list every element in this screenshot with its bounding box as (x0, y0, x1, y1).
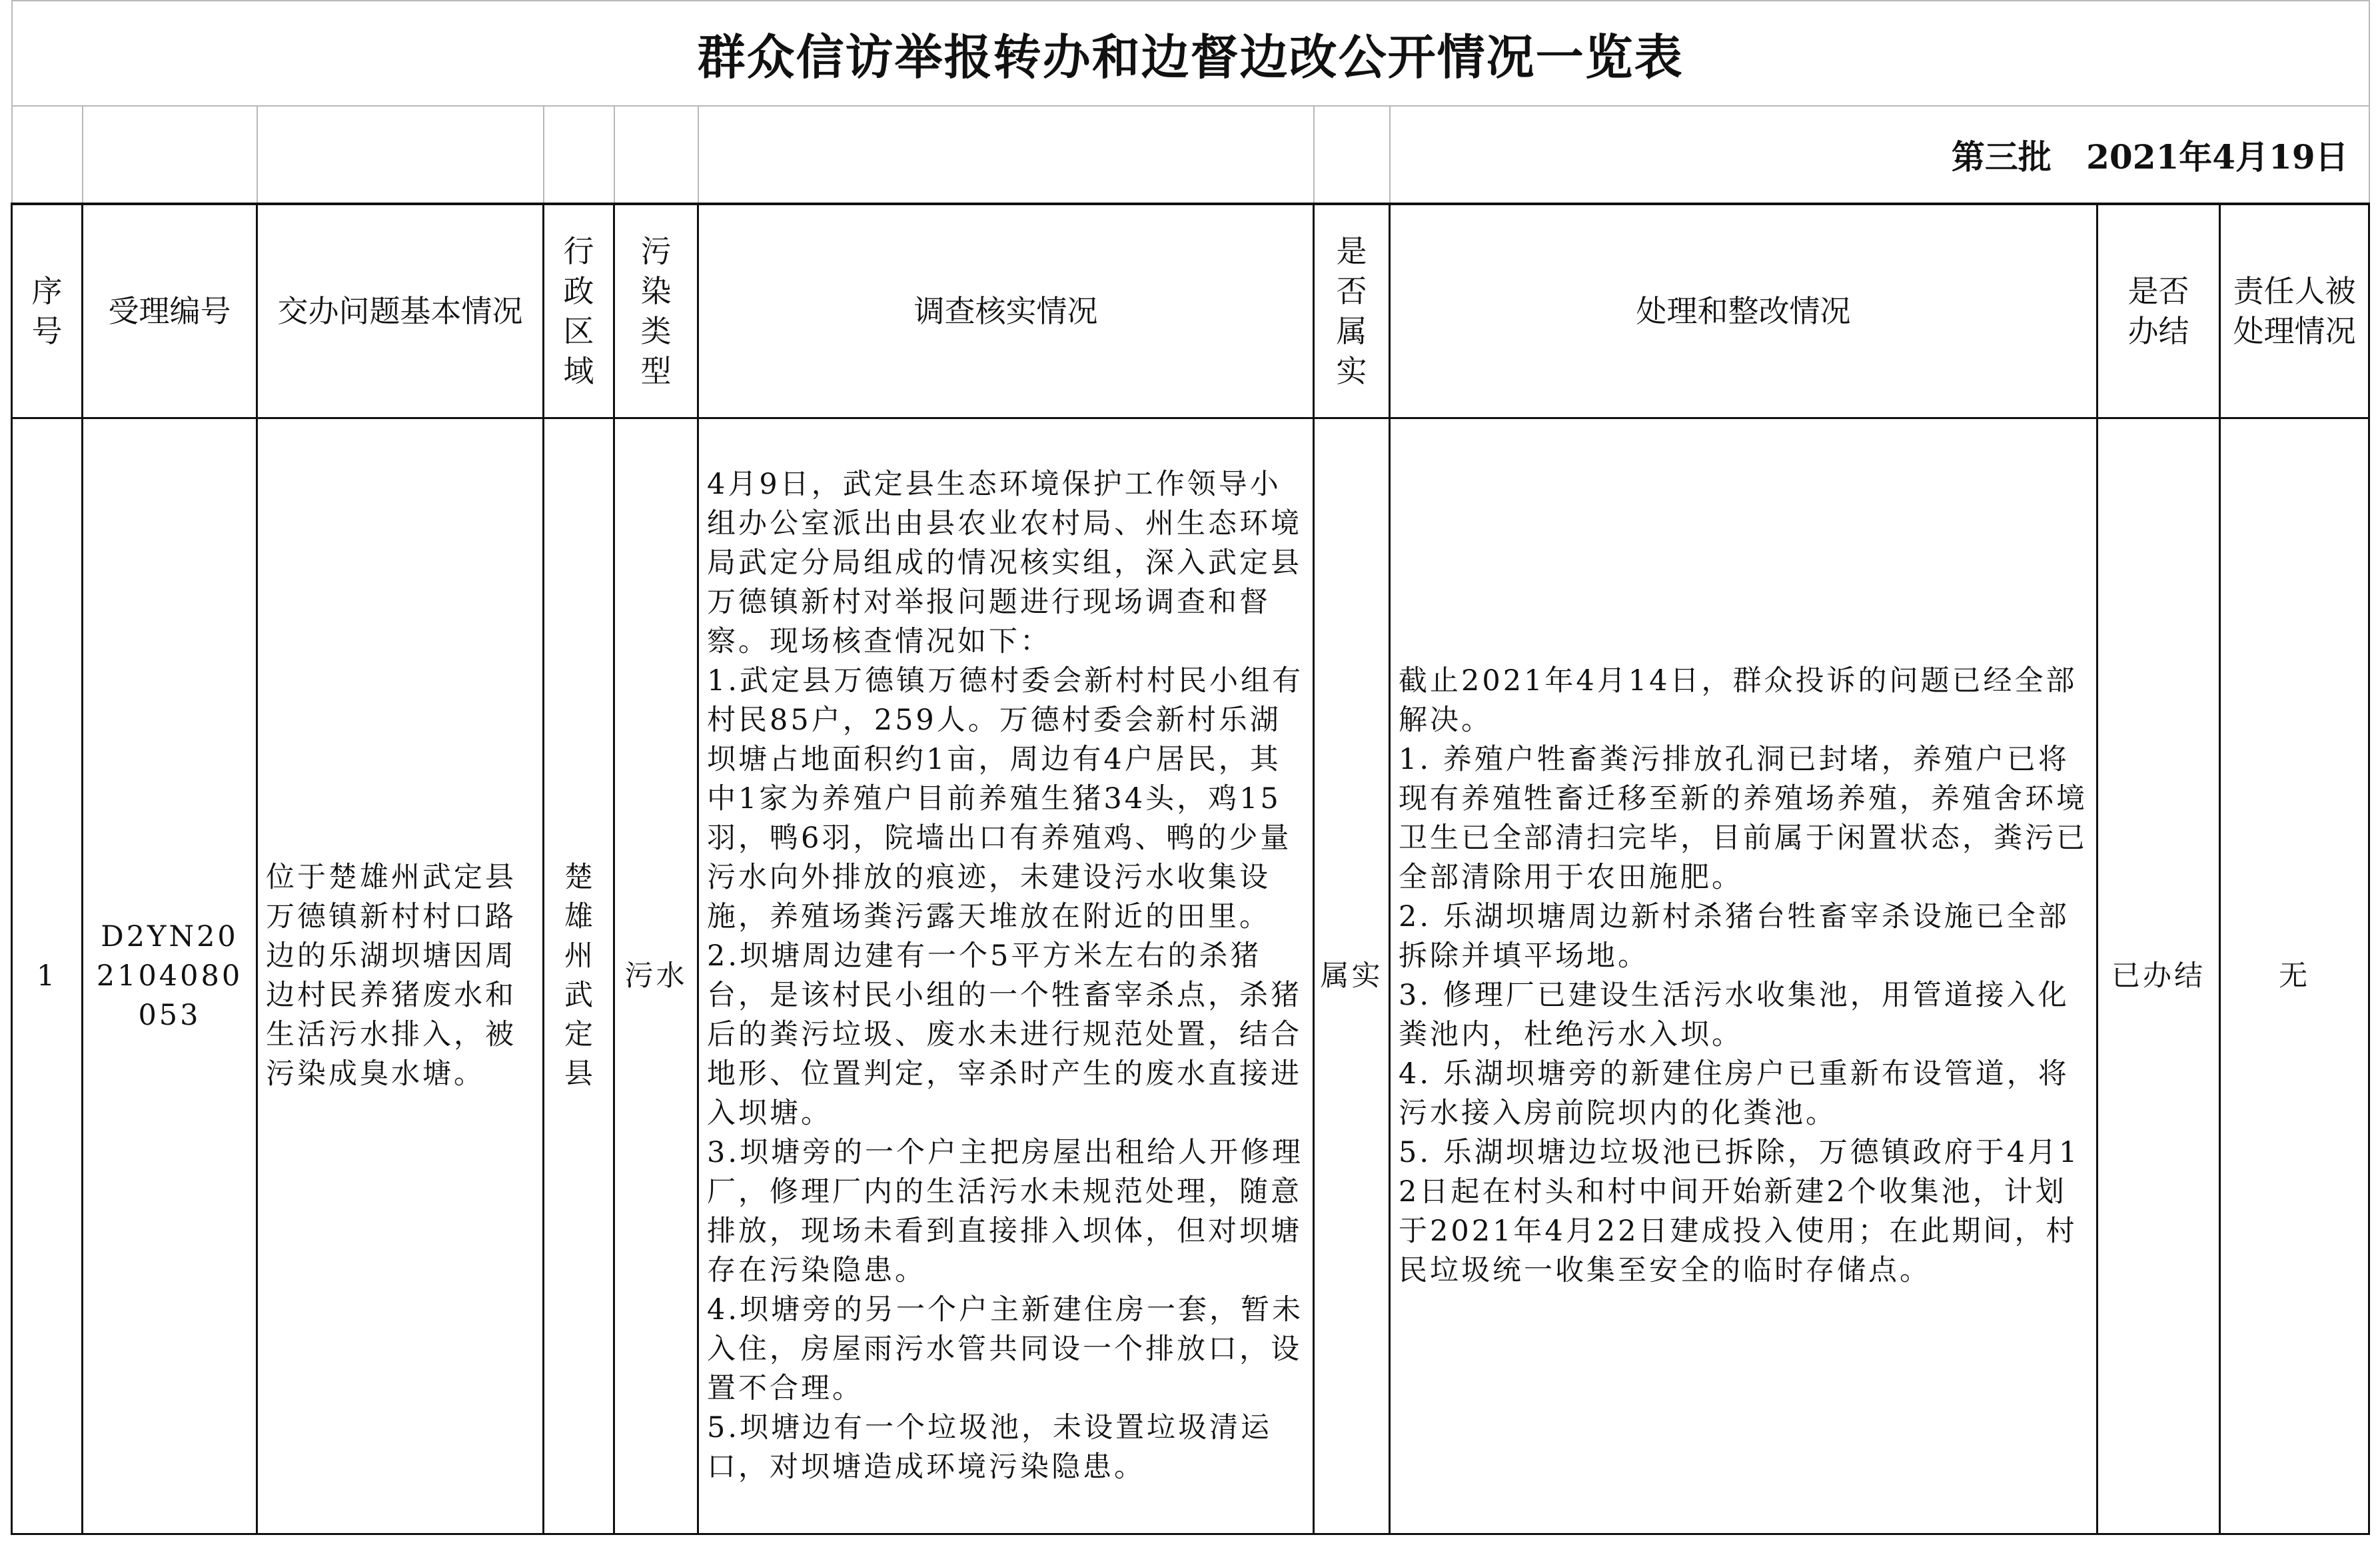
report-table (11, 0, 2370, 1535)
header-closed[interactable]: 是否办结 (2097, 204, 2220, 418)
header-verified[interactable]: 是否属实 (1314, 204, 1390, 418)
handling-paragraph: 4. 乐湖坝塘旁的新建住房户已重新布设管道，将污水接入房前院坝内的化粪池。 (1399, 1057, 2070, 1130)
header-row (12, 204, 2369, 418)
handling-paragraph: 5. 乐湖坝塘边垃圾池已拆除，万德镇政府于4月12日起在村头和村中间开始新建2个收集池，计划于2021年4月22日建成投入使用；在此期间，村民垃圾统一收集至安全的临时存储点。 (1399, 1136, 2080, 1287)
investigation-paragraph: 5.坝塘边有一个垃圾池，未设置垃圾清运口，对坝塘造成环境污染隐患。 (707, 1411, 1273, 1484)
investigation-paragraph: 2.坝塘周边建有一个5平方米左右的杀猪台，是该村民小组的一个牲畜宰杀点，杀猪后的粪污垃圾、废水未进行规范处置，结合地形、位置判定，宰杀时产生的废水直接进入坝塘。 (707, 939, 1302, 1130)
investigation-paragraph: 4月9日，武定县生态环境保护工作领导小组办公室派出由县农业农村局、州生态环境局武定分局组成的情况核实组，深入武定县万德镇新村对举报问题进行现场调查和督察。现场核查情况如下： (707, 468, 1302, 658)
header-receipt-no[interactable]: 受理编号 (83, 204, 257, 418)
cell-accountability[interactable]: 无 (2220, 418, 2369, 1534)
investigation-paragraph: 3.坝塘旁的一个户主把房屋出租给人开修理厂，修理厂内的生活污水未规范处理，随意排放，现场未看到直接排入坝体，但对坝塘存在污染隐患。 (707, 1136, 1304, 1287)
header-handling[interactable]: 处理和整改情况 (1390, 204, 2097, 418)
handling-paragraph: 截止2021年4月14日，群众投诉的问题已经全部解决。 (1399, 664, 2078, 737)
cell-closed[interactable]: 已办结 (2097, 418, 2220, 1534)
header-seq[interactable]: 序号 (12, 204, 83, 418)
header-region[interactable]: 行政区域 (544, 204, 614, 418)
cell-seq[interactable]: 1 (12, 418, 83, 1534)
empty-cell[interactable] (83, 106, 257, 204)
cell-pollution-type[interactable]: 污水 (614, 418, 698, 1534)
batch-label: 第三批 (1951, 137, 2052, 177)
header-investigation[interactable]: 调查核实情况 (698, 204, 1314, 418)
investigation-paragraph: 4.坝塘旁的另一个户主新建住房一套，暂未入住，房屋雨污水管共同设一个排放口，设置不合理。 (707, 1293, 1304, 1405)
cell-receipt-no[interactable]: D2YN202104080053 (83, 418, 257, 1534)
header-issue[interactable]: 交办问题基本情况 (257, 204, 544, 418)
title-row (12, 1, 2369, 106)
batch-info-cell[interactable] (1390, 106, 2369, 204)
cell-verified[interactable]: 属实 (1314, 418, 1390, 1534)
header-pollution-type[interactable]: 污染类型 (614, 204, 698, 418)
cell-issue[interactable]: 位于楚雄州武定县万德镇新村村口路边的乐湖坝塘因周边村民养猪废水和生活污水排入，被污染成臭水塘。 (257, 418, 544, 1534)
cell-investigation[interactable] (698, 418, 1314, 1534)
title-cell[interactable] (12, 1, 2369, 106)
table-row (12, 418, 2369, 1534)
cell-region[interactable]: 楚雄州武定县 (544, 418, 614, 1534)
empty-cell[interactable] (257, 106, 544, 204)
empty-cell[interactable] (544, 106, 614, 204)
empty-cell[interactable] (1314, 106, 1390, 204)
empty-cell[interactable] (698, 106, 1314, 204)
handling-paragraph: 3. 修理厂已建设生活污水收集池，用管道接入化粪池内，杜绝污水入坝。 (1399, 979, 2070, 1051)
investigation-paragraph: 1.武定县万德镇万德村委会新村村民小组有村民85户，259人。万德村委会新村乐湖坝塘占地面积约1亩，周边有4户居民，其中1家为养殖户目前养殖生猪34头，鸡15羽，鸭6羽，院墙出口有养殖鸡、鸭的少量污水向外排放的痕迹，未建设污水收集设施，养殖场粪污露天堆放在附近的田里。 (707, 664, 1304, 933)
page-title: 群众信访举报转办和边督边改公开情况一览表 (697, 29, 1684, 85)
header-accountability[interactable]: 责任人被处理情况 (2220, 204, 2369, 418)
empty-cell[interactable] (614, 106, 698, 204)
handling-paragraph: 2. 乐湖坝塘周边新村杀猪台牲畜宰杀设施已全部拆除并填平场地。 (1399, 900, 2070, 973)
batch-row (12, 106, 2369, 204)
cell-handling[interactable] (1390, 418, 2097, 1534)
empty-cell[interactable] (12, 106, 83, 204)
handling-paragraph: 1. 养殖户牲畜粪污排放孔洞已封堵，养殖户已将现有养殖牲畜迁移至新的养殖场养殖，养殖舍环境卫生已全部清扫完毕，目前属于闲置状态，粪污已全部清除用于农田施肥。 (1399, 743, 2087, 894)
batch-date: 2021年4月19日 (2086, 137, 2349, 177)
